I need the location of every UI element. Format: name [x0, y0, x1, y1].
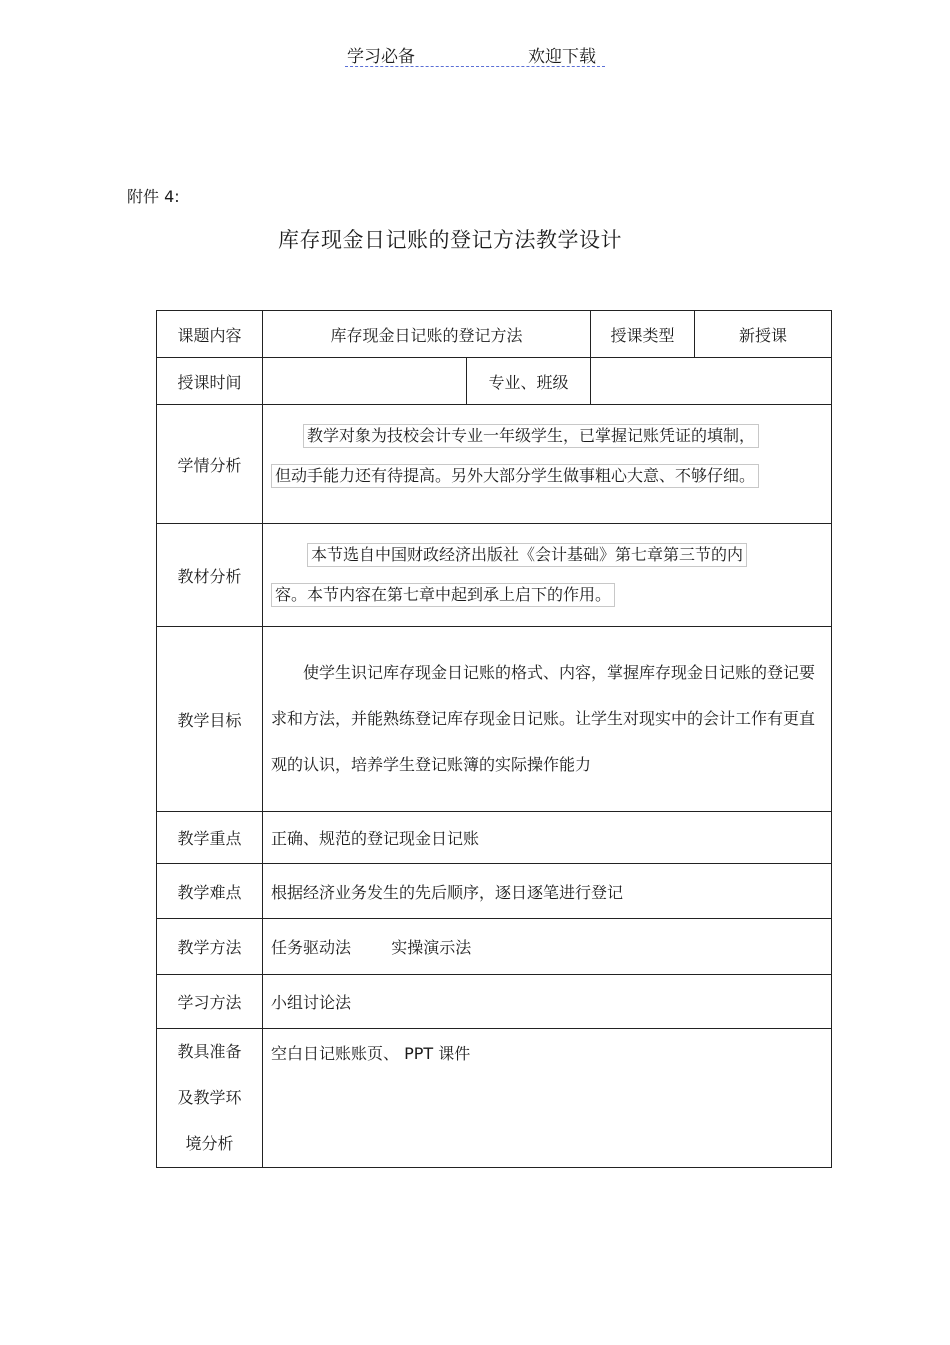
tools-label-line3: 境分析	[185, 1134, 234, 1153]
student-analysis-line1: 教学对象为技校会计专业一年级学生，已掌握记账凭证的填制，	[303, 424, 759, 448]
student-analysis-cell	[263, 405, 832, 524]
table-row	[157, 524, 832, 627]
learning-label: 学习方法	[157, 975, 263, 1029]
major-class-value	[591, 358, 832, 405]
tools-value: 空白日记账账页、 PPT 课件	[263, 1029, 832, 1168]
methods-value-2: 实操演示法	[391, 938, 472, 957]
lesson-type-label: 授课类型	[591, 311, 695, 358]
header-right-text: 欢迎下载	[528, 47, 596, 67]
page-header	[345, 40, 605, 67]
tools-label-line1: 教具准备	[177, 1042, 242, 1061]
key-points-value: 正确、规范的登记现金日记账	[263, 812, 832, 864]
goals-text: 使学生识记库存现金日记账的格式、内容，掌握库存现金日记账的登记要求和方法，并能熟练登记库存现金日记账。让学生对现实中的会计工作有更直观的认识，培养学生登记账簿的实际操作能力	[271, 663, 816, 774]
methods-cell	[263, 919, 832, 975]
time-label: 授课时间	[157, 358, 263, 405]
tools-label	[157, 1029, 263, 1168]
table-row	[157, 1029, 832, 1168]
material-analysis-line1: 本节选自中国财政经济出版社《会计基础》第七章第三节的内	[307, 543, 747, 567]
table-row	[157, 975, 832, 1029]
topic-label: 课题内容	[157, 311, 263, 358]
attachment-label: 附件 4:	[127, 187, 180, 206]
table-row	[157, 405, 832, 524]
table-row	[157, 919, 832, 975]
methods-value-1: 任务驱动法	[271, 938, 352, 957]
document-title: 库存现金日记账的登记方法教学设计	[278, 228, 622, 252]
header-left-text: 学习必备	[347, 47, 415, 67]
key-points-label: 教学重点	[157, 812, 263, 864]
goals-cell	[263, 627, 832, 812]
table-row	[157, 311, 832, 358]
material-analysis-label: 教材分析	[157, 524, 263, 627]
lesson-type-value: 新授课	[695, 311, 832, 358]
student-analysis-label: 学情分析	[157, 405, 263, 524]
goals-label: 教学目标	[157, 627, 263, 812]
methods-label: 教学方法	[157, 919, 263, 975]
difficulties-label: 教学难点	[157, 864, 263, 919]
lesson-plan-table	[156, 310, 832, 1168]
table-row	[157, 812, 832, 864]
major-class-label: 专业、班级	[467, 358, 591, 405]
table-row	[157, 864, 832, 919]
student-analysis-line2: 但动手能力还有待提高。另外大部分学生做事粗心大意、不够仔细。	[271, 464, 759, 488]
tools-label-line2: 及教学环	[177, 1088, 242, 1107]
material-analysis-line2: 容。本节内容在第七章中起到承上启下的作用。	[271, 583, 615, 607]
time-value	[263, 358, 467, 405]
learning-value: 小组讨论法	[263, 975, 832, 1029]
table-row	[157, 627, 832, 812]
topic-value: 库存现金日记账的登记方法	[263, 311, 591, 358]
table-row	[157, 358, 832, 405]
material-analysis-cell	[263, 524, 832, 627]
difficulties-value: 根据经济业务发生的先后顺序，逐日逐笔进行登记	[263, 864, 832, 919]
